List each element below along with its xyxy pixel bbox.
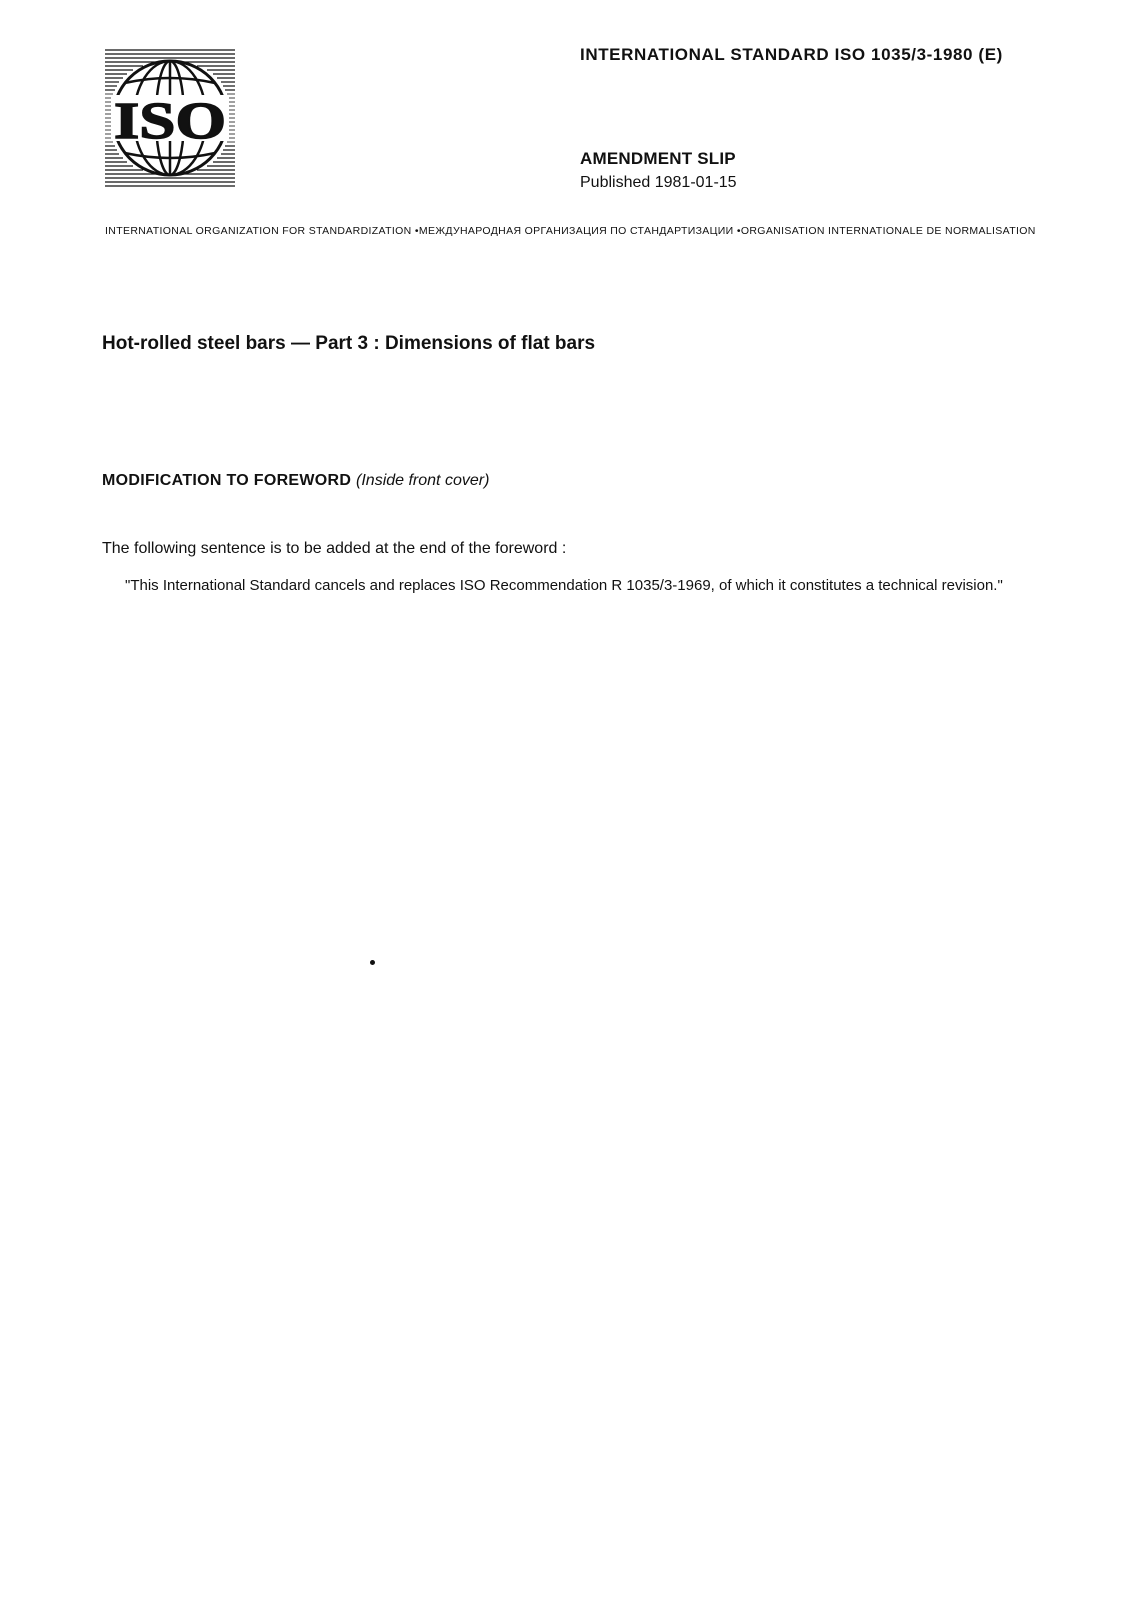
quoted-sentence: "This International Standard cancels and replaces ISO Recommendation R 1035/3-1969, of which it constitutes a technical revision." xyxy=(125,577,1003,594)
section-heading-note: (Inside front cover) xyxy=(356,472,490,489)
section-heading xyxy=(102,472,489,490)
published-date: Published 1981-01-15 xyxy=(580,174,737,191)
standard-code: INTERNATIONAL STANDARD ISO 1035/3-1980 (E) xyxy=(580,45,1003,64)
intro-sentence: The following sentence is to be added at the end of the foreword : xyxy=(102,540,567,557)
amendment-title: AMENDMENT SLIP xyxy=(580,149,736,168)
iso-logo xyxy=(103,47,237,189)
section-heading-text: MODIFICATION TO FOREWORD xyxy=(102,472,352,489)
organization-line: INTERNATIONAL ORGANIZATION FOR STANDARDIZATION •МЕЖДУНАРОДНАЯ ОРГАНИЗАЦИЯ ПО СТАНДАРТИЗАЦИИ •ORGANISATION INTERNATIONALE DE NORMALISATION xyxy=(105,225,1036,237)
document-title: Hot-rolled steel bars — Part 3 : Dimensions of flat bars xyxy=(102,333,596,354)
iso-logo-text: ISO xyxy=(114,93,226,150)
stray-dot xyxy=(370,960,375,965)
globe-icon xyxy=(103,47,237,189)
